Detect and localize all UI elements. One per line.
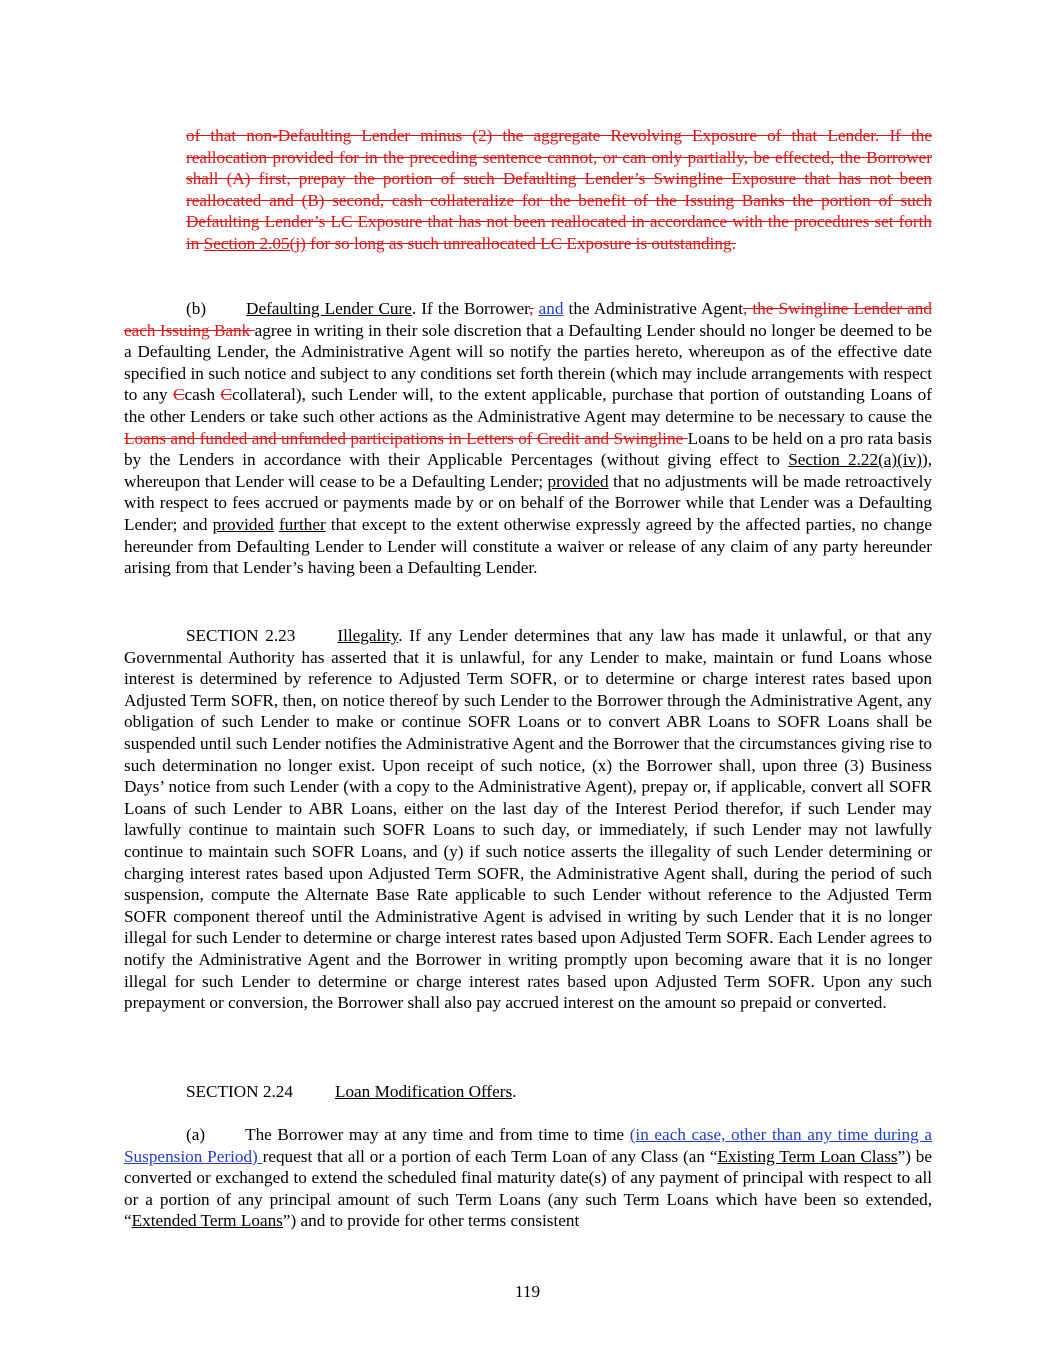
body-text: Loans to be held on a pro rata basis by the Lenders in accordance with their Applicable Percentages (without giving effect to: [124, 428, 932, 470]
deleted-text: Loans and funded and unfunded participations in Letters of Credit and Swingline: [124, 428, 688, 448]
deleted-text: ,: [529, 299, 534, 318]
deleted-text: C: [220, 385, 232, 405]
inserted-text: and: [538, 299, 564, 318]
body-text: ”) and to provide for other terms consistent: [282, 1211, 580, 1231]
paragraph-heading: Defaulting Lender Cure: [246, 299, 412, 318]
section-label: SECTION 2.23: [186, 626, 296, 645]
body-text: ), whereupon that Lender will cease to be a Defaulting Lender;: [124, 450, 932, 491]
body-text: collateral), such Lender will, to the extent applicable, purchase that portion of outstanding Loans of the other Lenders or take such other actions as the Administrative Agent may determine to be necessary to cause the: [124, 385, 932, 426]
section-2-23-illegality: [124, 625, 932, 1014]
inserted-text: (in each case, other than any time during a Suspension Period): [124, 1125, 932, 1166]
paragraph-marker: (b): [186, 299, 207, 318]
defined-term: Extended Term Loans: [131, 1211, 283, 1231]
section-body: . If any Lender determines that any law has made it unlawful, or that any Governmental Authority has asserted that it is unlawful, for any Lender to make, maintain or fund Loans whose interest is determined by reference to Adjusted Term SOFR, or to determine or charge interest rates based upon Adjusted Term SOFR, then, on notice thereof by such Lender to the Borrower through the Administrative Agent, any obligation of such Lender to make or continue SOFR Loans or to convert ABR Loans to SOFR Loans shall be suspended until such Lender notifies the Administrative Agent and the Borrower that the circumstances giving rise to such determination no longer exist. Upon receipt of such notice, (x) the Borrower shall, upon three (3) Business Days’ notice from such Lender (with a copy to the Administrative Agent), prepay or, if applicable, convert all SOFR Loans of such Lender to ABR Loans, either on the last day of the Interest Period therefor, if such Lender may lawfully continue to maintain such SOFR Loans to such day, or immediately, if such Lender may not lawfully continue to maintain such SOFR Loans, and (y) if such notice asserts the illegality of such Lender determining or charging interest rates based upon Adjusted Term SOFR, the Administrative Agent shall, during the period of such suspension, compute the Alternate Base Rate applicable to such Lender without reference to the Adjusted Term SOFR component thereof until the Administrative Agent is advised in writing by such Lender that it is no longer illegal for such Lender to determine or charge interest rates based upon Adjusted Term SOFR. Each Lender agrees to notify the Administrative Agent and the Borrower in writing promptly upon becoming aware that it is no longer illegal for such Lender to determine or charge interest rates based upon Adjusted Term SOFR. Upon any such prepayment or conversion, the Borrower shall also pay accrued interest on the amount so prepaid or converted.: [124, 626, 932, 1013]
paragraph-b-defaulting-lender-cure: [124, 298, 932, 579]
body-text: the Administrative Agent: [563, 299, 744, 318]
deleted-text: of that non-Defaulting Lender minus (2) the aggregate Revolving Exposure of that Lender. If the reallocation provided for in the preceding sentence cannot, or can only partially, be effected, the Borrower shall (A) first, prepay the portion of such Defaulting Lender’s Swingline Exposure that has not been reallocated and (B) second, cash collateralize for the benefit of the Issuing Banks the portion of such Defaulting Lender’s LC Exposure that has not been reallocated in accordance with the procedures set forth in: [186, 126, 932, 253]
body-text: . If the Borrower: [411, 299, 530, 318]
further-term: further: [278, 514, 326, 534]
deleted-reallocation-paragraph: [186, 125, 932, 255]
provided-term: provided: [212, 514, 274, 534]
deleted-text: C: [173, 385, 185, 405]
provided-term: provided: [547, 471, 609, 491]
section-heading: Loan Modification Offers: [334, 1082, 513, 1101]
body-text: ”) be converted or exchanged to extend the scheduled final maturity date(s) of any payment of principal with respect to all or a portion of any principal amount of such Term Loans (any such Term Loans which have been so extended, “: [124, 1146, 933, 1231]
body-text: that no adjustments will be made retroactively with respect to fees accrued or payments made by or on behalf of the Borrower while that Lender was a Defaulting Lender; and: [124, 471, 932, 534]
heading-period: .: [512, 1082, 517, 1101]
deleted-text-end: for so long as such unreallocated LC Exposure is outstanding.: [305, 233, 736, 253]
section-reference: Section 2.22(a)(iv): [788, 450, 922, 470]
paragraph-marker: (a): [186, 1125, 206, 1144]
body-text: request that all or a portion of each Term Loan of any Class (an “: [262, 1146, 718, 1166]
body-text: agree in writing in their sole discretion that a Defaulting Lender should no longer be deemed to be a Defaulting Lender, the Administrative Agent will so notify the parties hereto, whereupon as of the effective date specified in such notice and subject to any conditions set forth therein (which may include arrangements with respect to any: [124, 320, 933, 405]
defined-term: Existing Term Loan Class: [717, 1146, 898, 1166]
page-number: 119: [514, 1282, 541, 1301]
section-2-24-heading: [124, 1081, 932, 1103]
section-reference: Section 2.05(j): [203, 233, 306, 253]
body-text: that except to the extent otherwise expressly agreed by the affected parties, no change hereunder from Defaulting Lender to Lender will constitute a waiver or release of any claim of any party hereunder arising from that Lender’s having been a Defaulting Lender.: [124, 514, 933, 578]
paragraph-a-loan-modification: [124, 1124, 932, 1232]
body-text: The Borrower may at any time and from time to time: [245, 1125, 630, 1144]
section-label: SECTION 2.24: [186, 1082, 293, 1101]
body-text: cash: [184, 385, 221, 405]
deleted-text: , the Swingline Lender and each Issuing Bank: [124, 299, 932, 340]
section-heading: Illegality: [337, 626, 399, 645]
